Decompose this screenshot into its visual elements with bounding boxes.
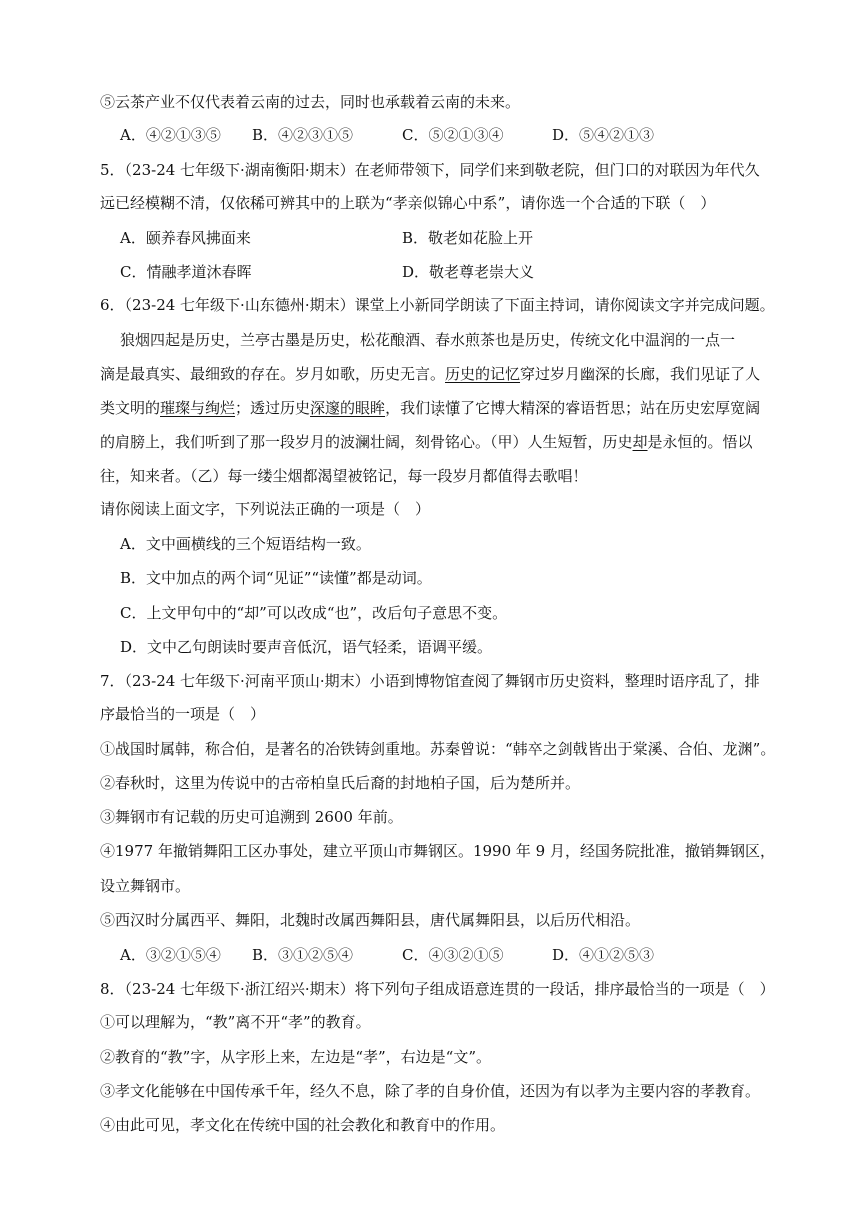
sentence-2: ②教育的“教”字，从字形上来，左边是“孝”，右边是“文”。 [100, 1048, 492, 1066]
option-c: C．⑤②①③④ [402, 126, 504, 144]
sentence-4: ④1977 年撤销舞阳工区办事处，建立平顶山市舞钢区。1990 年 9 月，经国务院批准，撤销舞钢区， [100, 842, 775, 860]
question-6-stem: 6．（23-24 七年级下·山东德州·期末）课堂上小新同学朗读了下面主持词，请你阅读文字并完成问题。 [100, 296, 775, 314]
passage-line: 的肩膀上，我们听到了那一段岁月的波澜壮阔，刻骨铭心。（甲）人生短暂，历史却是永恒的。悟以 [100, 433, 753, 451]
option-c: C．上文甲句中的“却”可以改成“也”，改后句子意思不变。 [120, 604, 508, 622]
sentence-1: ①可以理解为，“教”离不开“孝”的教育。 [100, 1013, 371, 1031]
sentence-5: ⑤云茶产业不仅代表着云南的过去，同时也承载着云南的未来。 [100, 93, 521, 111]
option-b: B．③①②⑤④ [252, 946, 354, 964]
option-a: A．④②①③⑤ [120, 126, 221, 144]
option-b: B．文中加点的两个词“见证”“读懂”都是动词。 [120, 569, 432, 587]
option-a: A．文中画横线的三个短语结构一致。 [120, 535, 371, 553]
underlined-word: 却 [632, 433, 648, 451]
option-d: D．文中乙句朗读时要声音低沉，语气轻柔，语调平缓。 [120, 638, 493, 656]
sentence-2: ②春秋时，这里为传说中的古帝柏皇氏后裔的封地柏子国，后为楚所并。 [100, 774, 581, 792]
question-6-ask: 请你阅读上面文字，下列说法正确的一项是（ ） [100, 500, 431, 518]
option-c: C．情融孝道沐春晖 [120, 263, 252, 281]
option-b: B．敬老如花脸上开 [402, 229, 534, 247]
dotted-char: 证 [715, 365, 731, 383]
option-b: B．④②③①⑤ [252, 126, 354, 144]
option-a: A．③②①⑤④ [120, 946, 221, 964]
sentence-3: ③舞钢市有记载的历史可追溯到 2600 年前。 [100, 808, 403, 826]
option-d: D．⑤④②①③ [552, 126, 655, 144]
dotted-char: 懂 [445, 399, 461, 417]
sentence-5: ⑤西汉时分属西平、舞阳，北魏时改属西舞阳县，唐代属舞阳县，以后历代相沿。 [100, 911, 641, 929]
option-d: D．敬老尊老崇大义 [402, 263, 535, 281]
passage-line: 类文明的璀璨与绚烂；透过历史深邃的眼眸，我们读懂了它博大精深的睿语哲思；站在历史宏厚宽阔 [100, 399, 761, 417]
question-8-stem: 8．（23-24 七年级下·浙江绍兴·期末）将下列句子组成语意连贯的一段话，排序最恰当的一项是（ ） [100, 980, 775, 998]
underlined-phrase: 历史的记忆 [445, 365, 521, 383]
dotted-char: 见 [700, 365, 716, 383]
passage-line: 滴是最真实、最细致的存在。岁月如歌，历史无言。历史的记忆穿过岁月幽深的长廊，我们见证了人 [100, 365, 761, 383]
option-d: D．④①②⑤③ [552, 946, 655, 964]
question-5-stem: 5．（23-24 七年级下·湖南衡阳·期末）在老师带领下，同学们来到敬老院，但门口的对联因为年代久 [100, 161, 760, 179]
question-7-stem-cont: 序最恰当的一项是（ ） [100, 705, 266, 723]
passage-line: 狼烟四起是历史，兰亭古墨是历史，松花酿酒、春水煎茶也是历史，传统文化中温润的一点一 [120, 331, 736, 349]
sentence-4: ④由此可见，孝文化在传统中国的社会教化和教育中的作用。 [100, 1116, 506, 1134]
question-5-stem-cont: 远已经模糊不清，仅依稀可辨其中的上联为“孝亲似锦心中系”，请你选一个合适的下联（ ） [100, 194, 716, 212]
underlined-phrase: 深邃的眼眸 [310, 399, 386, 417]
sentence-3: ③孝文化能够在中国传承千年，经久不息，除了孝的自身价值，还因为有以孝为主要内容的孝教育。 [100, 1082, 761, 1100]
option-a: A．颐养春风拂面来 [120, 229, 251, 247]
sentence-4-cont: 设立舞钢市。 [100, 877, 191, 895]
underlined-phrase: 璀璨与绚烂 [160, 399, 236, 417]
option-c: C．④③②①⑤ [402, 946, 504, 964]
question-7-stem: 7．（23-24 七年级下·河南平顶山·期末）小语到博物馆查阅了舞钢市历史资料，整理时语序乱了，排 [100, 672, 760, 690]
passage-line: 往，知来者。（乙）每一缕尘烟都渴望被铭记，每一段岁月都值得去歌唱！ [100, 467, 588, 485]
sentence-1: ①战国时属韩，称合伯，是著名的冶铁铸剑重地。苏秦曾说：“韩卒之剑戟皆出于棠溪、合伯、龙渊”。 [100, 740, 776, 758]
dotted-char: 读 [430, 399, 446, 417]
